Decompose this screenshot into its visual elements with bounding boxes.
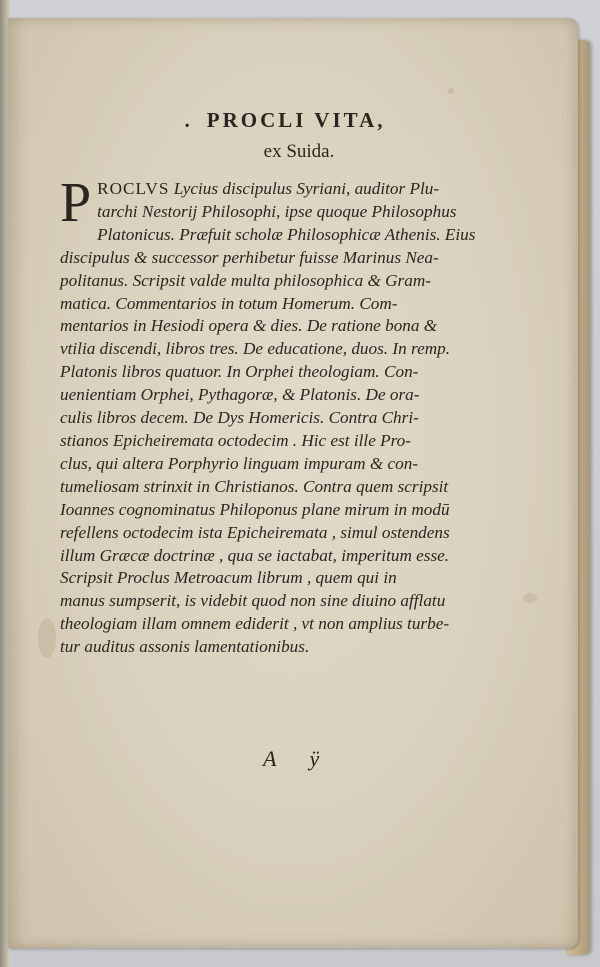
- foxing-spot: [448, 88, 454, 94]
- page-title: [60, 106, 500, 134]
- text-line: tur auditus assonis lamentationibus.: [60, 637, 310, 657]
- text-line: matica. Commentarios in totum Homerum. Com-: [60, 293, 398, 313]
- text-line: Platonis libros quatuor. In Orphei theologiam. Con-: [60, 362, 419, 382]
- text-line: vtilia discendi, libros tres. De educatione, duos. In remp.: [60, 339, 450, 359]
- page-subtitle: ex Suida.: [263, 141, 335, 162]
- text-line: discipulus & successor perhibetur fuisse Marinus Nea-: [60, 247, 439, 267]
- text-line: Ioannes cognominatus Philoponus plane mirum in modū: [60, 499, 450, 519]
- drop-cap: P: [60, 172, 92, 234]
- text-line: Scripsit Proclus Metroacum librum , quem qui in: [60, 568, 397, 588]
- text-block: [60, 106, 500, 659]
- text-line: culis libros decem. De Dys Homericis. Contra Chri-: [60, 408, 419, 428]
- text-line: mentarios in Hesiodi opera & dies. De ratione bona &: [60, 316, 438, 336]
- title-dot: .: [184, 108, 193, 132]
- text-line: politanus. Scripsit valde multa philosophica & Gram-: [60, 270, 431, 290]
- line-text: Lycius discipulus Syriani, auditor Plu-: [169, 179, 440, 198]
- text-line: illum Græcæ doctrinæ , qua se iactabat, imperitum esse.: [60, 545, 450, 565]
- text-line: uenientiam Orphei, Pythagoræ, & Platonis. De ora-: [60, 385, 420, 405]
- foxing-spot: [523, 593, 537, 603]
- text-line: refellens octodecim ista Epicheiremata , simul ostendens: [60, 522, 450, 542]
- text-line: stianos Epicheiremata octodecim . Hic est ille Pro-: [60, 430, 411, 450]
- signature-mark: A ÿ: [263, 746, 334, 771]
- text-line: Platonicus. Præfuit scholæ Philosophicæ Athenis. Eius: [97, 224, 476, 244]
- text-line: theologiam illam omnem ediderit , vt non amplius turbe-: [60, 614, 450, 634]
- foxing-spot: [38, 618, 56, 658]
- text-line: tumeliosam strinxit in Christianos. Contra quem scripsit: [60, 476, 449, 496]
- text-line: manus sumpserit, is videbit quod non sine diuino afflatu: [60, 591, 446, 611]
- text-line: [60, 178, 500, 201]
- title-text: PROCLI VITA,: [206, 108, 386, 132]
- text-line: tarchi Nestorij Philosophi, ipse quoque Philosophus: [97, 201, 457, 221]
- text-line: clus, qui altera Porphyrio linguam impuram & con-: [60, 453, 419, 473]
- first-word: ROCLVS: [97, 179, 170, 198]
- book-page: [8, 18, 578, 948]
- body-paragraph: [60, 172, 500, 659]
